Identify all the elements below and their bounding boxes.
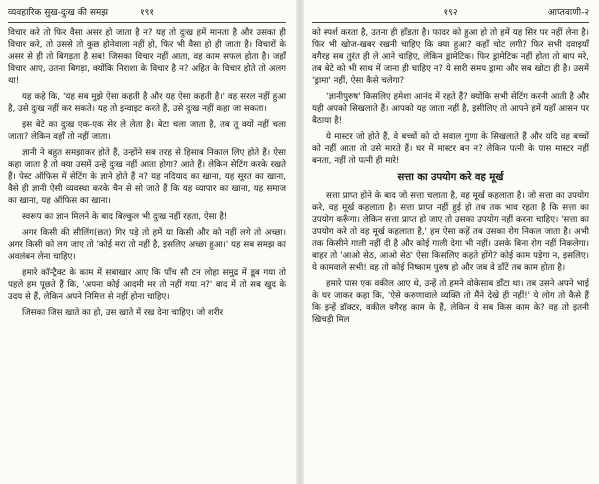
right-paragraph: ये मास्टर जो होते हैं, वे बच्चों को दो सवाल गुणा के सिखलाते हैं और यदि वह बच्चों को नहीं आता तो उसे मारते हैं। घर में मास्टर बन न? लेकिन पत्नी के पास मास्टर नहीं बनता, नहीं तो पत्नी ही मारे! <box>312 132 589 166</box>
left-paragraph: इस बेटे का दुःख एक-एक सेर ले लेता है। बेटा चला जाता है, तब तू क्यों नहीं चला जाता? लेकिन वहाँ तो नहीं जाता। <box>8 120 286 142</box>
right-running-title: आप्तवाणी-२ <box>547 8 589 18</box>
left-page-number: १९१ <box>139 8 155 18</box>
left-header-rule <box>8 22 286 23</box>
left-paragraph: यह कहे कि, 'यह सब मुझे ऐसा कहती है और यह ऐसा कहती है।' वह सरल नहीं हुआ है, उसे दुःख नहीं कर सकते। यह तो इन्वाइट करते हैं, उसे दुःख नहीं कहा जा सकता। <box>8 92 286 114</box>
left-page-body <box>8 27 286 484</box>
section-heading: सत्ता का उपयोग करे वह मूर्ख <box>397 172 504 183</box>
left-paragraph: अगर किसी की सीलिंग(छत) गिर पड़े तो हमें या किसी और को नहीं लगे तो अच्छा। अगर किसी को लग जाए तो 'कोई मरा तो नहीं है, इसलिए अच्छा हुआ।' यह सब समझ का अवलंबन लेना चाहिए। <box>8 228 286 262</box>
right-page-number: १९२ <box>443 8 458 18</box>
right-page <box>304 0 599 484</box>
right-header-rule <box>312 22 589 23</box>
right-page-body <box>312 27 589 484</box>
right-paragraph: हमारे पास एक वकील आए थे, उन्हें तो हमने वोकेसाब डाँटा था। तब उसने अपने भाई के घर जाकर कहा कि, 'ऐसे करुणावाले व्यक्ति तो मैंने देखे ही नहीं!' ये लोग तो कैसे हैं कि इन्हें डॉक्टर, वकील वगैरह काम के हैं, लेकिन ये सब किस काम के? वह तो इतनी खिचड़ी मिल <box>312 279 589 325</box>
right-paragraph: 'ज्ञानीपुरुष' किसलिए हमेशा आनंद में रहते हैं? क्योंकि सभी सेटिंग करनी आती है और यही अपको सिखलाते हैं। आपको यह जाता नहीं है, इसीलिए तो आपने हमें यहाँ आसन पर बैठाया है! <box>312 92 589 126</box>
left-paragraph: स्वरूप का ज्ञान मिलने के बाद बिल्कुल भी दुःख नहीं रहता, ऐसा है! <box>22 212 228 222</box>
left-running-title: व्यवहारिक सुख-दुःख की समझ <box>8 8 109 18</box>
left-paragraph: ज्ञानी ने बहुत समझाकर होते हैं, उन्होंने सब तरह से हिसाब निकाल लिए होते हैं। ऐसा कहा जाता है तो क्या उसमें उन्हें दुःख नहीं आता होगा? आते हैं। लेकिन सेटिंग करके रखते हैं। पेस्ट ऑफिस में सेटिंग के ज्ञाने होते हैं न? यह नदियाद का खाना, यह सूरत का खाना, वैसे ही ज्ञानी ऐसी व्यवस्था करके चैन से सो जाते हैं कि यह व्यापार का खाना, यह समाज का खाना, यह ऑफिस का खाना। <box>8 148 286 206</box>
book-gutter <box>296 0 304 484</box>
left-paragraph: हमारे कॉन्ट्रैक्ट के काम में सबाखार आए कि पाँच सौ टन लोहा समुद्र में डूब गया तो पहले हम पूछते हैं कि, 'अपना कोई आदमी मर तो नहीं गया न?' बाद में तो सब खुद के उदय से हैं, लेकिन अपने निमित्त से नहीं होना चाहिए। <box>8 268 286 302</box>
right-paragraph: सत्ता प्राप्त होने के बाद जो सत्ता चलाता है, वह मूर्ख कहलाता है। जो सत्ता का उपयोग करे, वह मूर्ख कहलाता है। सत्ता प्राप्त नहीं हुई हो तब तक भाव रहता है कि सत्ता का उपयोग करूँगा। लेकिन सत्ता प्राप्त हो जाए तो उसका उपयोग नहीं करना चाहिए। 'सत्ता का उपयोग करे तो वह मूर्ख कहलाता है,' हम ऐसा कहें तब उसका रोग निकल जाता है। अभी तक किसीने गाली नहीं दी है और कोई गाली देगा भी नहीं। उसके बिना रोग नहीं निकलेगा। बाहर तो 'आओ सेठ, आओ सेठ' ऐसा किसलिए कहते होंगे? कोई काम पड़ेगा न, इसलिए। ये कामवाले सभी! वह तो कोई निष्काम पुरुष हो और जब वे डाँटें तब काम होता है। <box>312 191 589 273</box>
right-paragraph: को स्पर्श करता है, उतना ही हाँडता है। फादर को हुआ हो तो हमें यह सिर पर नहीं लेना है। फिर भी खोज-खबर रखनी चाहिए कि क्या हुआ? कहाँ चोट लगी? फिर सभी दवाइयाँ वगैरह सब तुरंत ही ले आने चाहिए, लेकिन ड्रामेटिक। फिर ड्रामेटिक नहीं होता तो बाप मरे, तब बेटे को भी साथ में जाना ही चाहिए न? ये सारी समय ड्रामा और सब खोटा ही है। उसमें 'ड्रामा' नहीं, ऐसा कैसे चलेगा? <box>312 28 589 86</box>
left-page <box>0 0 296 484</box>
left-paragraph: जिसका जिस खाते का हो, उस खाते में रख देना चाहिए। जो शरीर <box>22 308 224 318</box>
left-paragraph: विचार करे तो फिर वैसा असर हो जाता है न? यह तो दुःख हमें मानता है और उसका ही विचार करे, तो उससे तो कुछ होनेवाला नहीं हो, फिर भी वैसा हो ही जाता है। विचारों के असर से ही तो बिगड़ता है सब! जिसका विचार नहीं आता, वह काम सफल होता है। जहाँ विचार आए, उतना बिगड़ा, क्योंकि निराशा के विचार है न? अहित के विचार होते तो अलग था! <box>8 28 286 86</box>
